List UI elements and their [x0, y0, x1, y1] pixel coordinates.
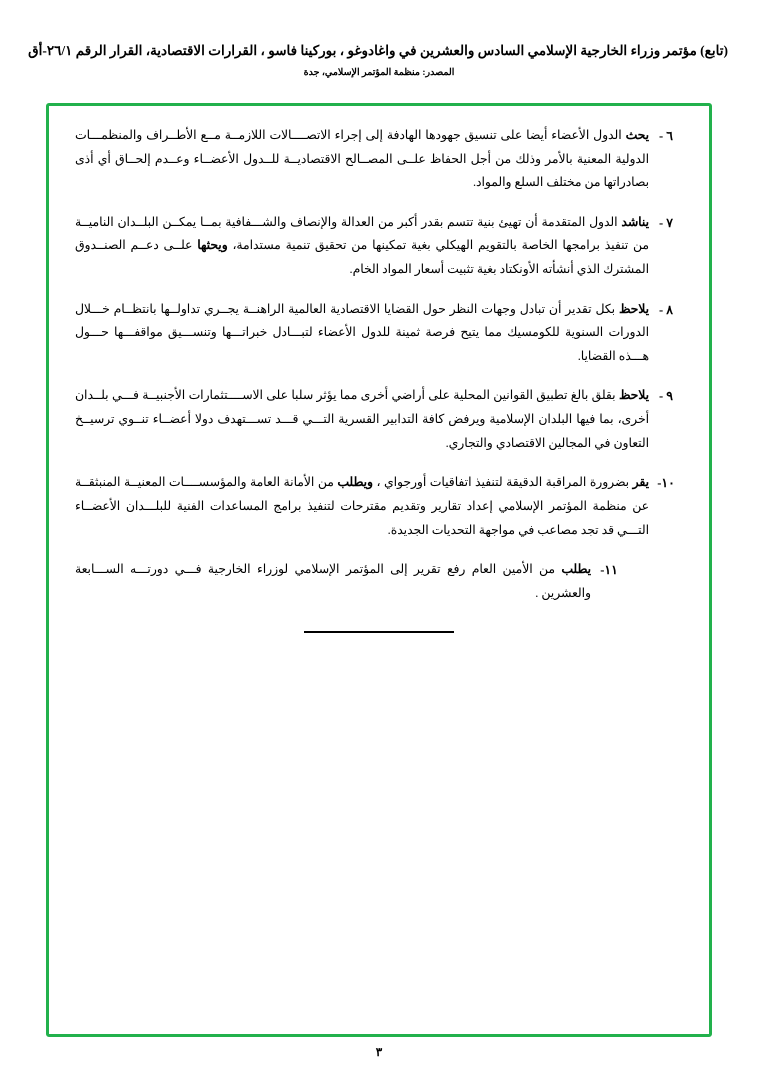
paragraph-text [75, 211, 649, 282]
page-number: ٣ [375, 1045, 383, 1059]
paragraph-lead: يقر [632, 475, 649, 490]
paragraph-item [75, 471, 683, 542]
paragraph-number: ١١- [600, 563, 618, 578]
paragraph-lead: يحث [625, 128, 649, 142]
paragraph-body: من الأمين العام رفع تقرير إلى المؤتمر الإسلامي لوزراء الخارجية فـــي دورتـــه الســـابعة والعشرين . [75, 562, 591, 600]
paragraph-number: ١٠- [657, 476, 675, 491]
paragraph-item [75, 298, 683, 369]
paragraph-body: الدول الأعضاء أيضا على تنسيق جهودها الهادفة إلى إجراء الاتصــــالات اللازمــة مــع الأطــراف والمنظمـــات الدولية المعنية بالأمر وذلك من أجل الحفاظ علــى المصــالح الاقتصاديــة للــدول الأعضــاء وعــدم إلحــاق أي أذى بصادراتها من مختلف السلع والمواد. [75, 128, 649, 190]
paragraph-body: بقلق بالغ تطبيق القوانين المحلية على أراضي أخرى مما يؤثر سلبا على الاســــتثمارات الأجنبيــة فـــي بلــدان أخرى، بما فيها البلدان الإسلامية ويرفض كافة التدابير القسرية التـــي قـــد تســـتهدف دولا أعضــاء تنــوي ترسيــخ التعاون في المجالين الاقتصادي والتجاري. [75, 388, 649, 450]
header-source: المصدر: منظمة المؤتمر الإسلامي، جدة [303, 68, 455, 79]
paragraph-text [75, 298, 649, 369]
paragraph-lead: يلاحظ [618, 388, 649, 403]
paragraph-number: ٩ - [658, 389, 673, 404]
paragraph-body: الدول المتقدمة أن تهيئ بنية تتسم بقدر أكبر من العدالة والإنصاف والشـــفافية بمــا يمكــن البلــدان الناميــة من تنفيذ برامجها الخاصة بالتقويم الهيكلي بغية تمكينها من تحقيق تنمية مستدامة، [75, 214, 649, 253]
page-header [30, 42, 728, 80]
paragraph-list [49, 106, 709, 633]
paragraph-body: بضرورة المراقبة الدقيقة لتنفيذ اتفاقيات أورجواي ، [372, 475, 633, 490]
page-footer [0, 1045, 758, 1060]
paragraph-body: بكل تقدير أن تبادل وجهات النظر حول القضايا الاقتصادية العالمية الراهنــة يجــري تداولــها بانتظــام خـــلال الدورات السنوية للكومسيك مما يتيح فرصة ثمينة للدول الأعضاء لتبـــادل خبراتـــها وتنســـيق مواقفـــها حـــول هـــذه القضايا. [75, 301, 649, 363]
paragraph-text [75, 124, 649, 195]
header-title: (تابع) مؤتمر وزراء الخارجية الإسلامي السادس والعشرين في واغادوغو ، بوركينا فاسو ، القرارات الاقتصادية، القرار الرقم ٢٦/١-أق [28, 43, 728, 58]
paragraph-body-secondary: من الأمانة العامة والمؤسســــات المعنيــة المنبثقــة عن منظمة المؤتمر الإسلامي إعداد تقارير وتقديم مقترحات لتنفيذ برامج المساعدات الفنية للبلـــدان الأعضــاء التـــي قد تجد مصاعب في مواجهة التحديات الجديدة. [75, 475, 649, 537]
paragraph-item [75, 558, 627, 605]
paragraph-text [75, 471, 649, 542]
paragraph-lead-secondary: ويطلب [337, 475, 373, 490]
paragraph-lead: يلاحظ [618, 301, 649, 316]
content-frame [46, 103, 712, 1037]
paragraph-item [75, 384, 683, 455]
paragraph-lead: يناشد [621, 214, 649, 229]
paragraph-lead-secondary: ويحثها [197, 238, 228, 253]
section-divider [304, 631, 454, 633]
paragraph-text [75, 558, 591, 605]
paragraph-number: ٨ - [658, 302, 673, 317]
paragraph-number: ٧ - [658, 215, 673, 230]
paragraph-item [75, 124, 683, 195]
paragraph-item [75, 211, 683, 282]
paragraph-text [75, 384, 649, 455]
paragraph-number: ٦ - [658, 129, 673, 143]
section-divider-wrap [75, 631, 683, 633]
paragraph-lead: يطلب [561, 562, 591, 577]
paragraph-body-secondary: علــى دعــم الصنــدوق المشترك الذي أنشأته الأونكتاد بغية تثبيت أسعار المواد الخام. [75, 238, 649, 277]
